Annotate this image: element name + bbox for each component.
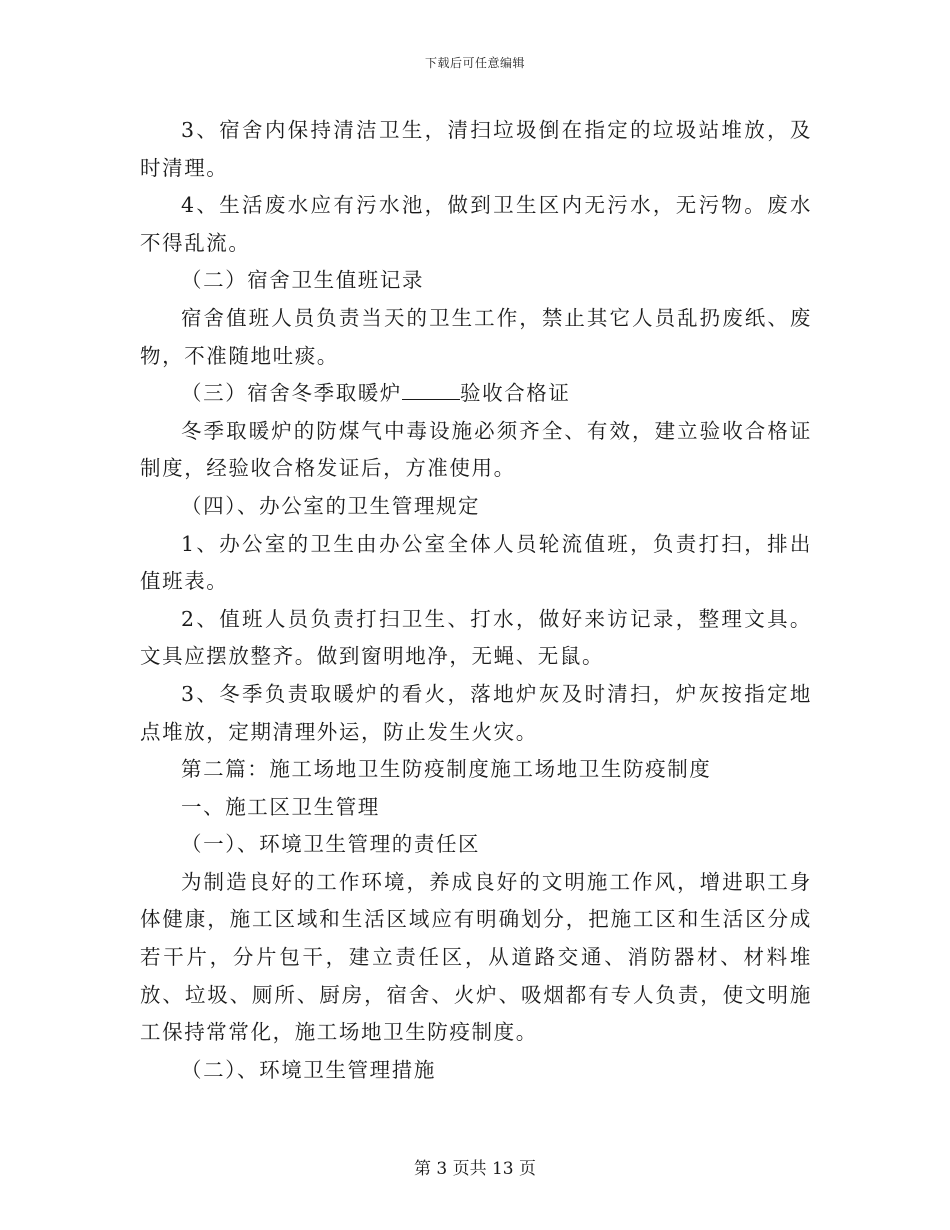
paragraph-heater-safety: 冬季取暖炉的防煤气中毒设施必须齐全、有效，建立验收合格证制度，经验收合格发证后，方准使用。 [140,418,812,481]
fill-in-blank [402,381,460,400]
page-number-footer: 第 3 页共 13 页 [413,1159,537,1179]
section-heading-dorm-duty: （二）宿舍卫生值班记录 [181,268,425,293]
paragraph-office-rotation: 1、办公室的卫生由办公室全体人员轮流值班，负责打扫，排出值班表。 [140,531,812,594]
heading-text-before-blank: （三）宿舍冬季取暖炉 [181,381,402,406]
paragraph-duty-staff: 2、值班人员负责打扫卫生、打水，做好来访记录，整理文具。文具应摆放整齐。做到窗明地净，无蝇、无鼠。 [140,606,812,669]
subsection-heading-sanitation-measures: （二）、环境卫生管理措施 [181,1057,436,1082]
heading-text-after-blank: 验收合格证 [460,381,571,406]
document-body [140,112,812,1089]
section-heading-construction-area: 一、施工区卫生管理 [181,794,380,819]
paragraph-wastewater: 4、生活废水应有污水池，做到卫生区内无污水，无污物。废水不得乱流。 [140,193,812,255]
chapter-heading-part-two: 第二篇：施工场地卫生防疫制度施工场地卫生防疫制度 [181,757,712,782]
section-heading-heater-certificate [140,375,812,413]
paragraph-dorm-duty: 宿舍值班人员负责当天的卫生工作，禁止其它人员乱扔废纸、废物，不准随地吐痰。 [140,305,812,368]
paragraph-winter-heater: 3、冬季负责取暖炉的看火，落地炉灰及时清扫，炉灰按指定地点堆放，定期清理外运，防止发生火灾。 [140,681,812,744]
paragraph-dorm-clean: 3、宿舍内保持清洁卫生，清扫垃圾倒在指定的垃圾站堆放，及时清理。 [140,118,812,180]
section-heading-office-rules: （四）、办公室的卫生管理规定 [181,493,481,518]
paragraph-work-environment: 为制造良好的工作环境，养成良好的文明施工作风，增进职工身体健康，施工区域和生活区域应有明确划分，把施工区和生活区分成若干片，分片包干，建立责任区，从道路交通、消防器材、材料堆放、垃圾、厕所、厨房，宿舍、火炉、吸烟都有专人负责，使文明施工保持常常化，施工场地卫生防疫制度。 [140,869,812,1045]
subsection-heading-responsibility-zone: （一）、环境卫生管理的责任区 [181,832,481,857]
page-header-note: 下载后可任意编辑 [424,56,525,70]
